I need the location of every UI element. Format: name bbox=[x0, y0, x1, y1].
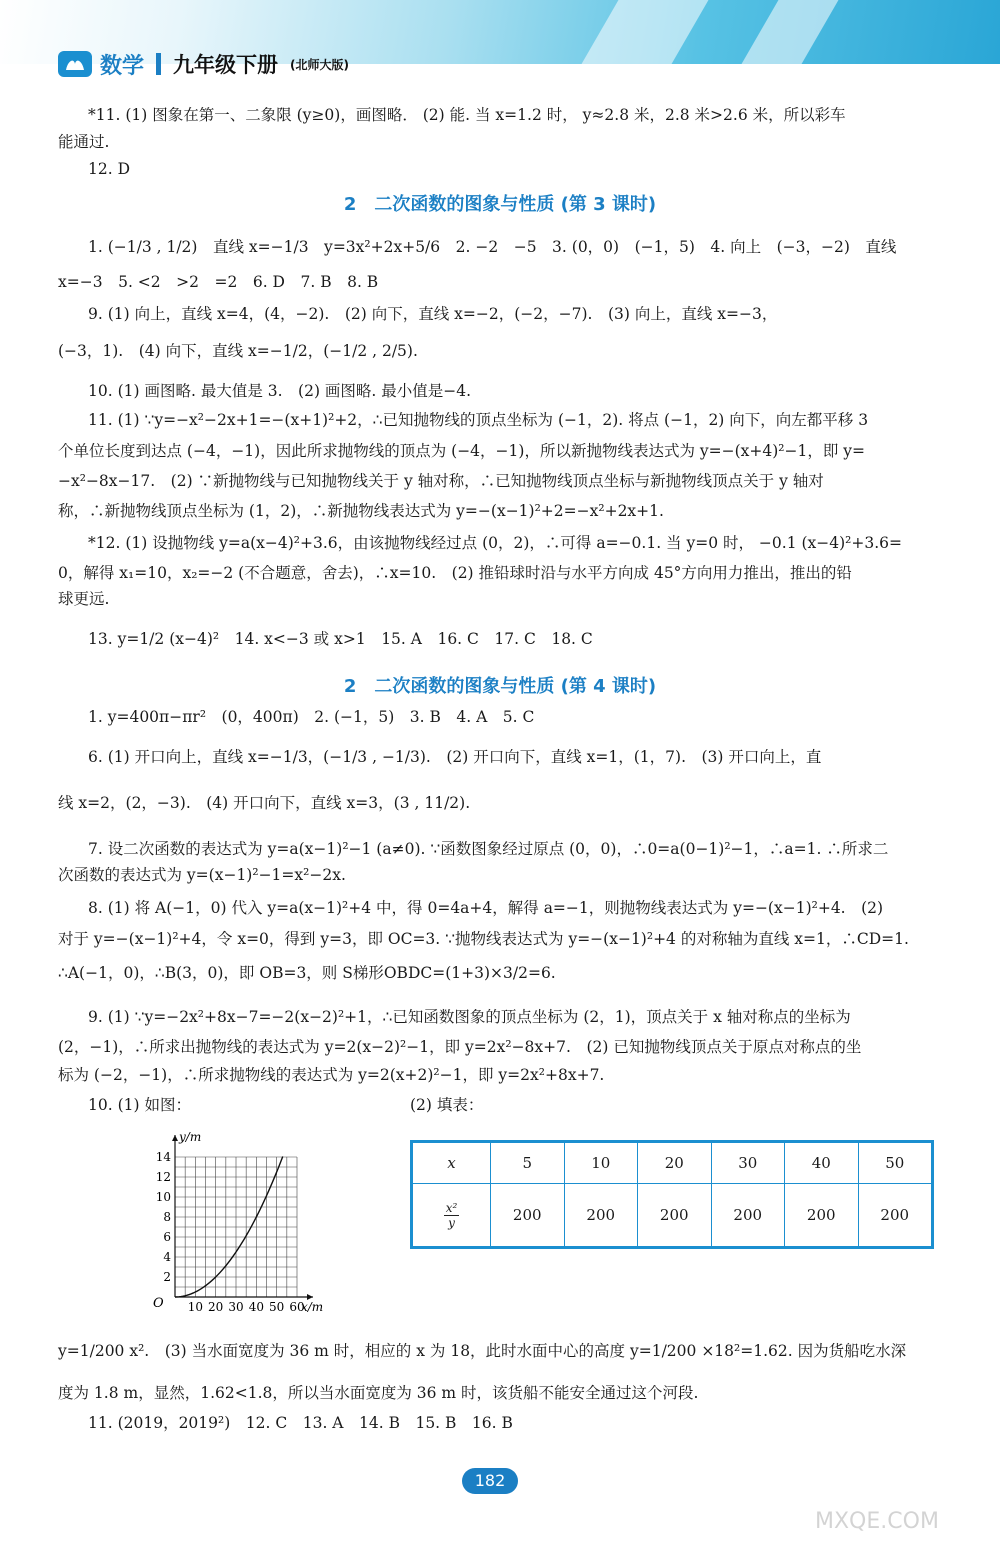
answer-line: 称，∴新抛物线顶点坐标为 (1，2)，∴新抛物线表达式为 y=−(x−1)²+2=−x²+2x+1. bbox=[58, 502, 664, 520]
y-tick-label: 12 bbox=[155, 1170, 171, 1184]
fraction-denominator: y bbox=[448, 1215, 455, 1230]
table-cell-ratio: 200 bbox=[858, 1184, 932, 1247]
table-cell-x: 50 bbox=[858, 1143, 932, 1184]
table-cell-x: 10 bbox=[564, 1143, 638, 1184]
answer-line: 9. (1) ∵y=−2x²+8x−7=−2(x−2)²+1，∴已知函数图象的顶点坐标为 (2，1)，顶点关于 x 轴对称点的坐标为 bbox=[88, 1008, 851, 1026]
fraction-numerator: x² bbox=[445, 1200, 458, 1215]
answer-line: −x²−8x−17. (2) ∵新抛物线与已知抛物线关于 y 轴对称，∴已知抛物线顶点坐标与新抛物线顶点关于 y 轴对 bbox=[58, 472, 824, 490]
leaf-logo-icon bbox=[58, 51, 92, 77]
x-tick-label: 20 bbox=[208, 1300, 224, 1314]
answer-line: 对于 y=−(x−1)²+4，令 x=0，得到 y=3，即 OC=3. ∵抛物线表达式为 y=−(x−1)²+4 的对称轴为直线 x=1，∴CD=1. bbox=[58, 930, 909, 948]
ratio-fraction bbox=[444, 1201, 460, 1230]
x-tick-label: 60 bbox=[289, 1300, 305, 1314]
answer-line: x=−3 5. <2 >2 =2 6. D 7. B 8. B bbox=[58, 273, 379, 291]
table-cell-ratio: 200 bbox=[564, 1184, 638, 1247]
answer-line: 线 x=2，(2，−3). (4) 开口向下，直线 x=3，(3 , 11/2). bbox=[58, 794, 471, 812]
y-tick-label: 8 bbox=[163, 1210, 171, 1224]
answer-line: 13. y=1/2 (x−4)² 14. x<−3 或 x>1 15. A 16. C 17. C 18. C bbox=[88, 630, 593, 648]
y-tick-label: 6 bbox=[163, 1230, 171, 1244]
table-cell-ratio: 200 bbox=[785, 1184, 859, 1247]
answer-line: 7. 设二次函数的表达式为 y=a(x−1)²−1 (a≠0). ∵函数图象经过原点 (0，0)，∴0=a(0−1)²−1，∴a=1. ∴所求二 bbox=[88, 840, 889, 858]
answer-line: 11. (1) ∵y=−x²−2x+1=−(x+1)²+2，∴已知抛物线的顶点坐标为 (−1，2). 将点 (−1，2) 向下，向左都平移 3 bbox=[88, 411, 869, 429]
origin-label: O bbox=[153, 1296, 164, 1311]
answer-line: 10. (1) 如图： bbox=[88, 1096, 191, 1114]
table-header-cell bbox=[413, 1184, 491, 1247]
answer-line: 12. D bbox=[88, 160, 131, 178]
answer-line: 个单位长度到达点 (−4，−1)，因此所求抛物线的顶点为 (−4，−1)，所以新抛物线表达式为 y=−(x+4)²−1，即 y= bbox=[58, 442, 866, 460]
y-axis-arrow bbox=[172, 1135, 178, 1141]
answer-line: 0，解得 x₁=10，x₂=−2 (不合题意，舍去)，∴x=10. (2) 推铅球时沿与水平方向成 45°方向用力推出，推出的铅 bbox=[58, 564, 852, 582]
y-axis-label: y/m bbox=[179, 1130, 202, 1144]
table-header-cell: x bbox=[413, 1143, 491, 1184]
answer-line: 9. (1) 向上，直线 x=4，(4，−2). (2) 向下，直线 x=−2，(−2，−7). (3) 向上，直线 x=−3， bbox=[88, 305, 778, 323]
answer-line: 1. (−1/3 , 1/2) 直线 x=−1/3 y=3x²+2x+5/6 2. −2 −5 3. (0，0) (−1，5) 4. 向上 (−3，−2) 直线 bbox=[88, 238, 897, 256]
x-tick-label: 30 bbox=[228, 1300, 244, 1314]
answer-line: ∴A(−1，0)，∴B(3，0)，即 OB=3，则 S梯形OBDC=(1+3)×3/2=6. bbox=[58, 964, 556, 982]
table-cell-ratio: 200 bbox=[491, 1184, 565, 1247]
y-tick-label: 10 bbox=[155, 1190, 171, 1204]
table-row bbox=[413, 1143, 932, 1184]
chart-grid bbox=[175, 1157, 297, 1297]
y-tick-label: 2 bbox=[163, 1270, 171, 1284]
answer-line: 能通过. bbox=[58, 133, 110, 151]
section-title-lesson-3: 2 二次函数的图象与性质 (第 3 课时) bbox=[343, 194, 657, 215]
table-cell-x: 20 bbox=[638, 1143, 712, 1184]
answer-line: y=1/200 x². (3) 当水面宽度为 36 m 时，相应的 x 为 18，此时水面中心的高度 y=1/200 ×18²=1.62. 因为货船吃水深 bbox=[58, 1342, 907, 1360]
answer-line: 标为 (−2，−1)，∴所求抛物线的表达式为 y=2(x+2)²−1，即 y=2x²+8x+7. bbox=[58, 1066, 605, 1084]
y-tick-label: 14 bbox=[155, 1150, 171, 1164]
answer-line: 1. y=400π−πr² (0，400π) 2. (−1，5) 3. B 4. A 5. C bbox=[88, 708, 535, 726]
table-cell-ratio: 200 bbox=[711, 1184, 785, 1247]
parabola-chart bbox=[140, 1125, 340, 1320]
edition-label: (北师大版) bbox=[290, 57, 349, 72]
x-tick-label: 50 bbox=[269, 1300, 285, 1314]
watermark-logo bbox=[810, 1480, 990, 1535]
answer-line: (2，−1)，∴所求出抛物线的表达式为 y=2(x−2)²−1，即 y=2x²−8x+7. (2) 已知抛物线顶点关于原点对称点的坐 bbox=[58, 1038, 862, 1056]
answer-line: 8. (1) 将 A(−1，0) 代入 y=a(x−1)²+4 中，得 0=4a+4，解得 a=−1，则抛物线表达式为 y=−(x−1)²+4. (2) bbox=[88, 899, 884, 917]
answer-line: (−3，1). (4) 向下，直线 x=−1/2，(−1/2 , 2/5). bbox=[58, 342, 418, 360]
x-tick-label: 40 bbox=[248, 1300, 264, 1314]
answer-line: 6. (1) 开口向上，直线 x=−1/3，(−1/3 , −1/3). (2) 开口向下，直线 x=1，(1，7). (3) 开口向上，直 bbox=[88, 748, 822, 766]
grade-title: 九年级下册 bbox=[173, 53, 279, 77]
chart-ticks bbox=[156, 1150, 305, 1314]
table-cell-x: 40 bbox=[785, 1143, 859, 1184]
table-cell-x: 30 bbox=[711, 1143, 785, 1184]
answer-line: (2) 填表： bbox=[410, 1096, 484, 1114]
x-axis-label: x/m bbox=[301, 1300, 324, 1314]
table-cell-x: 5 bbox=[491, 1143, 565, 1184]
book-header bbox=[58, 48, 349, 80]
table-row bbox=[413, 1184, 932, 1247]
x-tick-label: 10 bbox=[187, 1300, 203, 1314]
chart-axes bbox=[172, 1135, 313, 1300]
answer-line: *11. (1) 图象在第一、二象限 (y≥0)，画图略． (2) 能. 当 x=1.2 时， y≈2.8 米，2.8 米>2.6 米，所以彩车 bbox=[88, 106, 846, 124]
answer-line: 次函数的表达式为 y=(x−1)²−1=x²−2x. bbox=[58, 866, 346, 884]
section-title-lesson-4: 2 二次函数的图象与性质 (第 4 课时) bbox=[343, 676, 657, 697]
answer-line: 10. (1) 画图略. 最大值是 3. (2) 画图略. 最小值是−4. bbox=[88, 382, 472, 400]
answer-line: 11. (2019，2019²) 12. C 13. A 14. B 15. B 16. B bbox=[88, 1414, 513, 1432]
subject-title: 数学 bbox=[100, 53, 145, 79]
watermark-text: MXQE.COM bbox=[815, 1509, 939, 1534]
answer-line: 球更远. bbox=[58, 590, 110, 608]
answer-line: *12. (1) 设抛物线 y=a(x−4)²+3.6，由该抛物线经过点 (0，2)，∴可得 a=−0.1. 当 y=0 时， −0.1 (x−4)²+3.6= bbox=[88, 534, 903, 552]
table-cell-ratio: 200 bbox=[638, 1184, 712, 1247]
answer-line: 度为 1.8 m，显然，1.62<1.8，所以当水面宽度为 36 m 时，该货船不能安全通过这个河段. bbox=[58, 1384, 699, 1402]
y-tick-label: 4 bbox=[163, 1250, 171, 1264]
value-table bbox=[410, 1140, 934, 1249]
page-number: 182 bbox=[462, 1468, 518, 1494]
header-divider bbox=[156, 53, 161, 75]
